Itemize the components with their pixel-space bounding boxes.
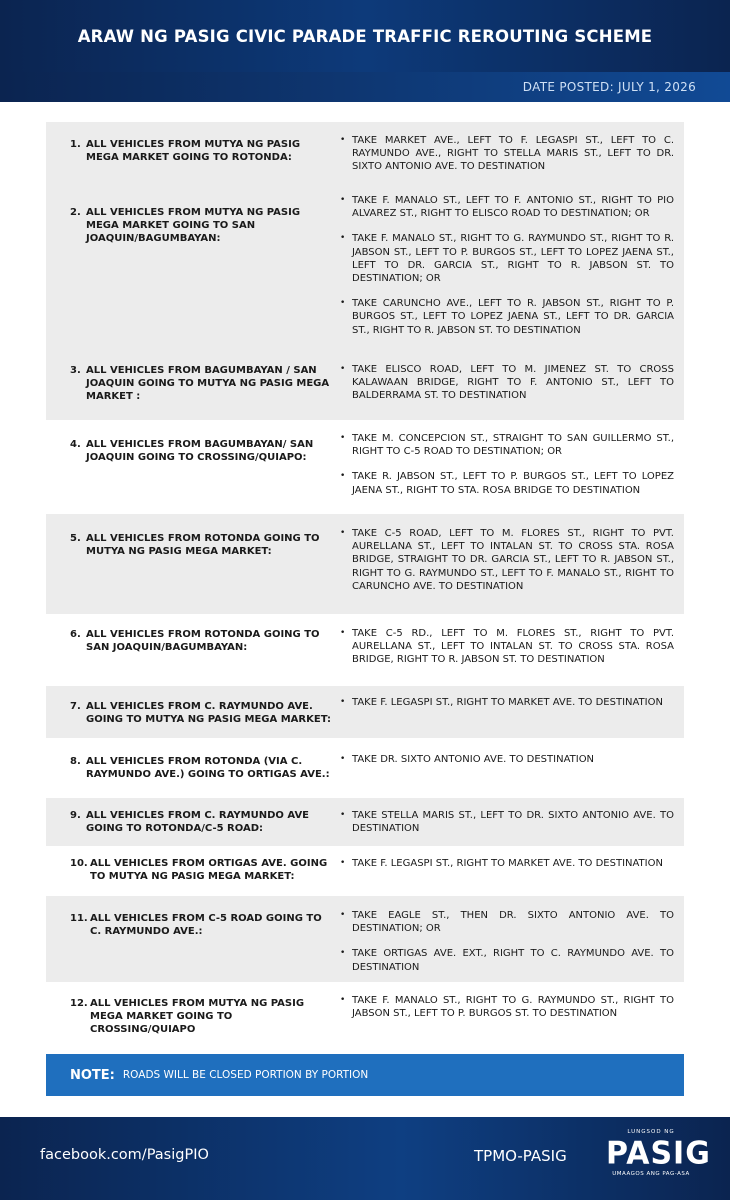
route-row [46, 420, 684, 514]
logo-main-text: PASIG [606, 1135, 711, 1172]
route-text: ALL VEHICLES FROM MUTYA NG PASIG MEGA MARKET GOING TO SAN JOAQUIN/BAGUMBAYAN: [86, 207, 301, 244]
route-steps [336, 184, 684, 337]
route-steps [336, 738, 684, 766]
route-step: • TAKE F. LEGASPI ST., RIGHT TO MARKET AVE. TO DESTINATION [340, 696, 674, 709]
note-text: ROADS WILL BE CLOSED PORTION BY PORTION [122, 1069, 369, 1081]
route-steps [336, 350, 684, 403]
route-description [46, 350, 336, 403]
route-text: ALL VEHICLES FROM ROTONDA GOING TO MUTYA NG PASIG MEGA MARKET: [86, 533, 320, 557]
route-description [46, 420, 336, 464]
route-text: ALL VEHICLES FROM ROTONDA GOING TO SAN JOAQUIN/BAGUMBAYAN: [86, 629, 320, 653]
route-text: ALL VEHICLES FROM ROTONDA (VIA C. RAYMUNDO AVE.) GOING TO ORTIGAS AVE.: [86, 756, 330, 780]
route-description [46, 738, 336, 781]
route-number: 6. [70, 629, 81, 640]
route-step: • TAKE STELLA MARIS ST., LEFT TO DR. SIXTO ANTONIO AVE. TO DESTINATION [340, 809, 674, 835]
route-row [46, 514, 684, 614]
route-row [46, 846, 684, 896]
route-description [46, 798, 336, 835]
note-label: NOTE: [70, 1067, 115, 1083]
route-steps [336, 420, 684, 497]
route-step: • TAKE ORTIGAS AVE. EXT., RIGHT TO C. RAYMUNDO AVE. TO DESTINATION [340, 947, 674, 973]
route-step: • TAKE MARKET AVE., LEFT TO F. LEGASPI ST., LEFT TO C. RAYMUNDO AVE., RIGHT TO STELLA MARIS ST., LEFT TO DR. SIXTO ANTONIO AVE. TO DESTINATION [340, 134, 674, 174]
route-step: • TAKE C-5 ROAD, LEFT TO M. FLORES ST., RIGHT TO PVT. AURELLANA ST., LEFT TO INTALAN ST. TO CROSS STA. ROSA BRIDGE, STRAIGHT TO DR. GARCIA ST., LEFT TO R. JABSON ST., RIGHT TO G. RAYMUNDO ST., LEFT TO F. MANALO ST., RIGHT TO CARUNCHO AVE. TO DESTINATION [340, 527, 674, 593]
route-description [46, 184, 336, 245]
route-text: ALL VEHICLES FROM ORTIGAS AVE. GOING TO MUTYA NG PASIG MEGA MARKET: [90, 858, 328, 882]
route-number: 5. [70, 533, 81, 544]
route-steps [336, 846, 684, 870]
route-number: 11. [70, 913, 88, 924]
header-banner [0, 0, 730, 72]
route-number: 10. [70, 858, 88, 869]
footer-banner [0, 1117, 730, 1200]
route-row [46, 686, 684, 738]
route-steps [336, 896, 684, 974]
pasig-logo [606, 1129, 711, 1189]
route-row [46, 184, 684, 350]
route-number: 9. [70, 810, 81, 821]
route-text: ALL VEHICLES FROM C-5 ROAD GOING TO C. RAYMUNDO AVE.: [90, 913, 322, 937]
office-name: TPMO-PASIG [474, 1147, 567, 1165]
logo-tagline: UMAAGOS ANG PAG-ASA [612, 1171, 690, 1177]
route-step: • TAKE ELISCO ROAD, LEFT TO M. JIMENEZ ST. TO CROSS KALAWAAN BRIDGE, RIGHT TO F. ANTONIO ST., LEFT TO BALDERRAMA ST. TO DESTINATION [340, 363, 674, 403]
route-step: • TAKE M. CONCEPCION ST., STRAIGHT TO SAN GUILLERMO ST., RIGHT TO C-5 ROAD TO DESTINATION; OR [340, 432, 674, 458]
rerouting-table [46, 122, 684, 1042]
route-row [46, 614, 684, 686]
route-text: ALL VEHICLES FROM BAGUMBAYAN / SAN JOAQUIN GOING TO MUTYA NG PASIG MEGA MARKET : [86, 365, 330, 402]
route-step: • TAKE DR. SIXTO ANTONIO AVE. TO DESTINATION [340, 753, 674, 766]
route-step: • TAKE F. LEGASPI ST., RIGHT TO MARKET AVE. TO DESTINATION [340, 857, 674, 870]
route-number: 8. [70, 756, 81, 767]
route-description [46, 982, 336, 1036]
route-row [46, 982, 684, 1042]
route-step: • TAKE CARUNCHO AVE., LEFT TO R. JABSON ST., RIGHT TO P. BURGOS ST., LEFT TO LOPEZ JAENA ST., LEFT TO DR. GARCIA ST., RIGHT TO R. JABSON ST. TO DESTINATION [340, 297, 674, 337]
route-steps [336, 798, 684, 835]
route-steps [336, 514, 684, 593]
route-description [46, 122, 336, 164]
route-step: • TAKE EAGLE ST., THEN DR. SIXTO ANTONIO AVE. TO DESTINATION; OR [340, 909, 674, 935]
route-step: • TAKE F. MANALO ST., RIGHT TO G. RAYMUNDO ST., RIGHT TO JABSON ST., LEFT TO P. BURGOS ST. TO DESTINATION [340, 994, 674, 1020]
route-description [46, 846, 336, 883]
route-step: • TAKE R. JABSON ST., LEFT TO P. BURGOS ST., LEFT TO LOPEZ JAENA ST., RIGHT TO STA. ROSA BRIDGE TO DESTINATION [340, 470, 674, 496]
route-number: 1. [70, 139, 81, 150]
route-steps [336, 614, 684, 667]
route-step: • TAKE F. MANALO ST., LEFT TO F. ANTONIO ST., RIGHT TO PIO ALVAREZ ST., RIGHT TO ELISCO ROAD TO DESTINATION; OR [340, 194, 674, 220]
route-text: ALL VEHICLES FROM C. RAYMUNDO AVE GOING TO ROTONDA/C-5 ROAD: [86, 810, 310, 834]
note-banner [46, 1054, 684, 1096]
page-title: ARAW NG PASIG CIVIC PARADE TRAFFIC REROUTING SCHEME [77, 26, 653, 46]
route-row [46, 896, 684, 982]
route-number: 4. [70, 439, 81, 450]
route-description [46, 896, 336, 938]
route-description [46, 686, 336, 726]
facebook-link[interactable]: facebook.com/PasigPIO [40, 1147, 209, 1163]
route-description [46, 614, 336, 654]
route-text: ALL VEHICLES FROM C. RAYMUNDO AVE. GOING TO MUTYA NG PASIG MEGA MARKET: [86, 701, 331, 725]
route-number: 7. [70, 701, 81, 712]
route-row [46, 350, 684, 420]
route-number: 2. [70, 207, 81, 218]
route-text: ALL VEHICLES FROM MUTYA NG PASIG MEGA MARKET GOING TO ROTONDA: [86, 139, 301, 163]
route-steps [336, 686, 684, 709]
date-bar [0, 72, 730, 102]
route-row [46, 738, 684, 798]
route-row [46, 122, 684, 184]
logo-top-text: LUNGSOD NG [627, 1129, 675, 1135]
route-text: ALL VEHICLES FROM BAGUMBAYAN/ SAN JOAQUIN GOING TO CROSSING/QUIAPO: [86, 439, 314, 463]
route-row [46, 798, 684, 846]
route-number: 3. [70, 365, 81, 376]
route-description [46, 514, 336, 558]
date-posted: DATE POSTED: JULY 1, 2026 [522, 80, 696, 94]
route-steps [336, 122, 684, 174]
route-step: • TAKE F. MANALO ST., RIGHT TO G. RAYMUNDO ST., RIGHT TO R. JABSON ST., LEFT TO P. BURGOS ST., LEFT TO LOPEZ JAENA ST., LEFT TO DR. GARCIA ST., RIGHT TO R. JABSON ST. TO DESTINATION; OR [340, 232, 674, 285]
route-number: 12. [70, 998, 88, 1009]
route-steps [336, 982, 684, 1020]
route-step: • TAKE C-5 RD., LEFT TO M. FLORES ST., RIGHT TO PVT. AURELLANA ST., LEFT TO INTALAN ST. TO CROSS STA. ROSA BRIDGE, RIGHT TO R. JABSON ST. TO DESTINATION [340, 627, 674, 667]
route-text: ALL VEHICLES FROM MUTYA NG PASIG MEGA MARKET GOING TO CROSSING/QUIAPO [90, 998, 305, 1035]
